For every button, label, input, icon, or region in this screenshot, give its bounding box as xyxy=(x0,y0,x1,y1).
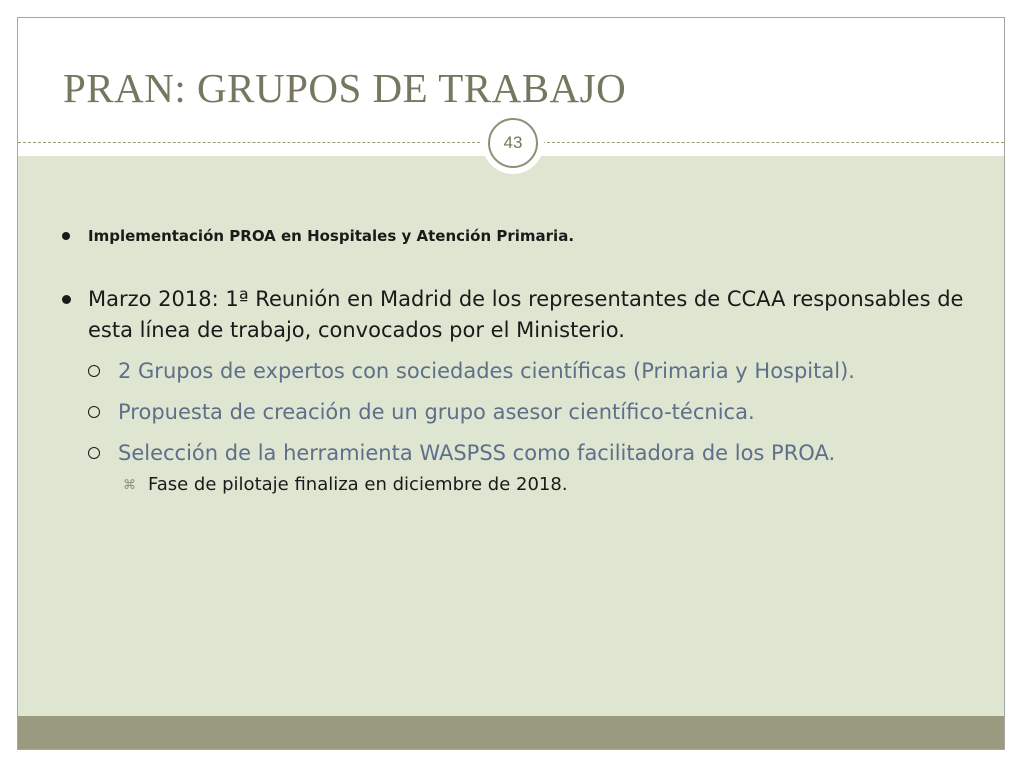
sub-bullet-item-propuesta xyxy=(88,397,990,428)
bullet-item-proa xyxy=(60,226,990,246)
bullet-list xyxy=(60,226,990,497)
sub-bullet-text: Selección de la herramienta WASPSS como facilitadora de los PROA. xyxy=(118,441,836,465)
bullet-text: Implementación PROA en Hospitales y Atención Primaria. xyxy=(88,227,575,245)
sub-bullet-item-waspss xyxy=(88,438,990,469)
slide-title: PRAN: GRUPOS DE TRABAJO xyxy=(63,65,627,111)
slide-content xyxy=(18,156,1004,716)
ring-bullet-icon xyxy=(88,406,100,418)
bullet-dot-icon xyxy=(62,295,71,304)
footer-band xyxy=(18,716,1004,750)
ring-bullet-icon xyxy=(88,447,100,459)
bullet-item-marzo xyxy=(60,284,990,346)
sub-sub-bullet-item-pilotaje xyxy=(118,473,990,497)
sub-bullet-text: Propuesta de creación de un grupo asesor científico-técnica. xyxy=(118,400,755,424)
page-number-badge xyxy=(482,112,544,174)
bullet-text: Marzo 2018: 1ª Reunión en Madrid de los representantes de CCAA responsables de esta línea de trabajo, convocados por el Ministerio. xyxy=(88,287,964,342)
ring-bullet-icon xyxy=(88,365,100,377)
cross-bullet-icon: ⌘ xyxy=(123,478,136,493)
sub-bullet-item-grupos xyxy=(88,356,990,387)
slide xyxy=(17,17,1005,750)
sub-sub-bullet-text: Fase de pilotaje finaliza en diciembre de 2018. xyxy=(148,474,568,495)
sub-bullet-text: 2 Grupos de expertos con sociedades científicas (Primaria y Hospital). xyxy=(118,359,855,383)
bullet-dot-icon xyxy=(62,232,70,240)
page-number: 43 xyxy=(488,118,538,168)
